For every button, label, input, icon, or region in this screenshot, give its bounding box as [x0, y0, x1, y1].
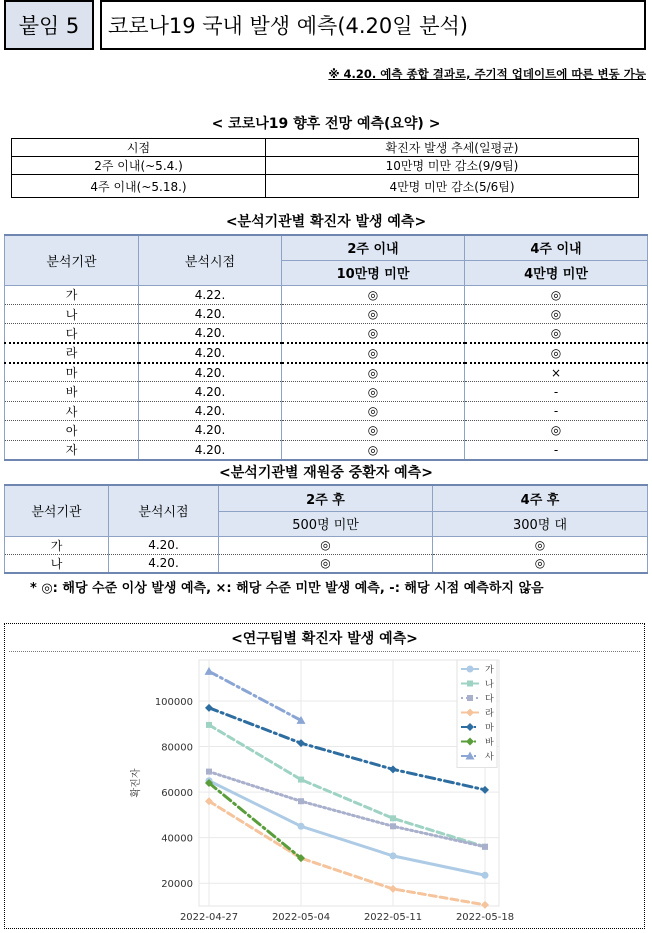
w4-cell: ◎	[465, 304, 648, 323]
time-cell: 4.22.	[139, 285, 282, 304]
table-row	[5, 536, 648, 554]
y-tick-label: 20000	[161, 879, 193, 891]
w2-cell: ◎	[219, 536, 433, 554]
w4-cell: -	[465, 440, 648, 459]
w2-cell: ◎	[219, 554, 433, 573]
data-point	[298, 798, 304, 804]
y-tick-label: 80000	[161, 742, 193, 754]
y-tick-label: 40000	[161, 833, 193, 845]
summary-col-trend: 확진자 발생 추세(일평균)	[266, 139, 639, 157]
w2-cell: ◎	[282, 343, 465, 362]
time-cell: 4.20.	[139, 401, 282, 420]
table-row	[5, 440, 648, 459]
legend-marker	[467, 695, 473, 701]
data-point	[206, 769, 212, 775]
summary-period-1: 2주 이내(~5.4.)	[12, 157, 266, 175]
summary-table	[11, 138, 639, 198]
hosp-title: <분석기관별 재원중 중환자 예측>	[219, 465, 433, 481]
w2-cell: ◎	[282, 401, 465, 420]
hosp-sub-4w: 300명 대	[433, 511, 648, 536]
table-row	[5, 401, 648, 420]
time-cell: 4.20.	[139, 343, 282, 362]
legend-label: 마	[485, 723, 494, 734]
x-tick-label: 2022-05-11	[363, 912, 423, 923]
w4-cell: ◎	[465, 324, 648, 343]
x-tick-label: 2022-04-27	[179, 912, 239, 923]
table-row	[5, 285, 648, 304]
hosp-col-time: 분석시점	[109, 485, 219, 536]
data-point	[390, 852, 397, 859]
table-row	[5, 554, 648, 573]
legend-label: 나	[485, 680, 494, 690]
w4-cell: -	[465, 382, 648, 401]
update-note: ※ 4.20. 예측 종합 결과로, 주기적 업데이트에 따른 변동 가능	[328, 67, 646, 81]
legend-label: 라	[485, 709, 494, 719]
org-cell: 라	[5, 343, 139, 362]
y-tick-label: 100000	[154, 697, 193, 708]
legend-label: 사	[485, 752, 494, 763]
org-cell: 가	[5, 285, 139, 304]
inst-col-4w: 4주 이내	[465, 235, 648, 260]
y-tick-label: 60000	[161, 788, 193, 800]
time-cell: 4.20.	[139, 440, 282, 459]
title-bar	[4, 0, 646, 50]
w4-cell: ◎	[465, 343, 648, 362]
inst-table	[4, 234, 648, 461]
hosp-table	[4, 484, 648, 574]
data-point	[390, 823, 396, 829]
data-point	[390, 815, 396, 821]
w2-cell: ◎	[282, 324, 465, 343]
legend-label: 가	[485, 665, 494, 676]
w4-cell: -	[465, 401, 648, 420]
hosp-sub-2w: 500명 미만	[219, 511, 433, 536]
summary-trend-1: 10만명 미만 감소(9/9팀)	[266, 157, 639, 175]
chart-title: <연구팀별 확진자 발생 예측>	[231, 631, 418, 647]
org-cell: 다	[5, 324, 139, 343]
data-point	[206, 722, 212, 728]
legend-marker	[467, 681, 473, 687]
w2-cell: ◎	[282, 285, 465, 304]
inst-sub-2w: 10만명 미만	[282, 260, 465, 285]
w2-cell: ◎	[282, 440, 465, 459]
org-cell: 나	[5, 304, 139, 323]
time-cell: 4.20.	[109, 536, 219, 554]
hosp-col-2w: 2주 후	[219, 485, 433, 511]
data-point	[482, 844, 488, 850]
time-cell: 4.20.	[139, 363, 282, 382]
table-row	[5, 324, 648, 343]
chart-box	[4, 623, 645, 929]
org-cell: 가	[5, 536, 109, 554]
w4-cell: ◎	[433, 554, 648, 573]
line-chart	[9, 652, 640, 925]
data-point	[298, 777, 304, 783]
w2-cell: ◎	[282, 421, 465, 440]
table-row	[5, 421, 648, 440]
data-point	[298, 823, 305, 830]
inst-sub-4w: 4만명 미만	[465, 260, 648, 285]
summary-title: < 코로나19 향후 전망 예측(요약) >	[211, 116, 441, 132]
org-cell: 바	[5, 382, 139, 401]
legend-label: 바	[485, 738, 494, 748]
legend-label: 다	[485, 694, 494, 705]
w4-cell: ×	[465, 363, 648, 382]
org-cell: 마	[5, 363, 139, 382]
summary-period-2: 4주 이내(~5.18.)	[12, 175, 266, 198]
x-tick-label: 2022-05-18	[455, 912, 515, 923]
table-row	[5, 382, 648, 401]
legend-marker	[467, 666, 474, 673]
time-cell: 4.20.	[139, 382, 282, 401]
time-cell: 4.20.	[139, 324, 282, 343]
w2-cell: ◎	[282, 363, 465, 382]
y-axis-label: 확진자	[131, 768, 142, 798]
x-tick-label: 2022-05-04	[271, 912, 331, 923]
org-cell: 자	[5, 440, 139, 459]
symbol-legend-note: * ◎: 해당 수준 이상 발생 예측, ×: 해당 수준 미만 발생 예측, -: 해당 시점 예측하지 않음	[30, 581, 544, 596]
inst-col-2w: 2주 이내	[282, 235, 465, 260]
inst-col-time: 분석시점	[139, 235, 282, 285]
w2-cell: ◎	[282, 304, 465, 323]
attachment-tag: 붙임 5	[4, 0, 94, 50]
document-title: 코로나19 국내 발생 예측(4.20일 분석)	[100, 0, 646, 50]
w4-cell: ◎	[465, 421, 648, 440]
table-row	[5, 304, 648, 323]
org-cell: 아	[5, 421, 139, 440]
summary-col-period: 시점	[12, 139, 266, 157]
inst-col-org: 분석기관	[5, 235, 139, 285]
table-row	[5, 363, 648, 382]
hosp-col-org: 분석기관	[5, 485, 109, 536]
inst-title: <분석기관별 확진자 발생 예측>	[225, 214, 427, 230]
time-cell: 4.20.	[109, 554, 219, 573]
time-cell: 4.20.	[139, 304, 282, 323]
table-row	[5, 343, 648, 362]
time-cell: 4.20.	[139, 421, 282, 440]
org-cell: 사	[5, 401, 139, 420]
summary-trend-2: 4만명 미만 감소(5/6팀)	[266, 175, 639, 198]
w4-cell: ◎	[433, 536, 648, 554]
w4-cell: ◎	[465, 285, 648, 304]
data-point	[482, 872, 489, 879]
org-cell: 나	[5, 554, 109, 573]
w2-cell: ◎	[282, 382, 465, 401]
hosp-col-4w: 4주 후	[433, 485, 648, 511]
